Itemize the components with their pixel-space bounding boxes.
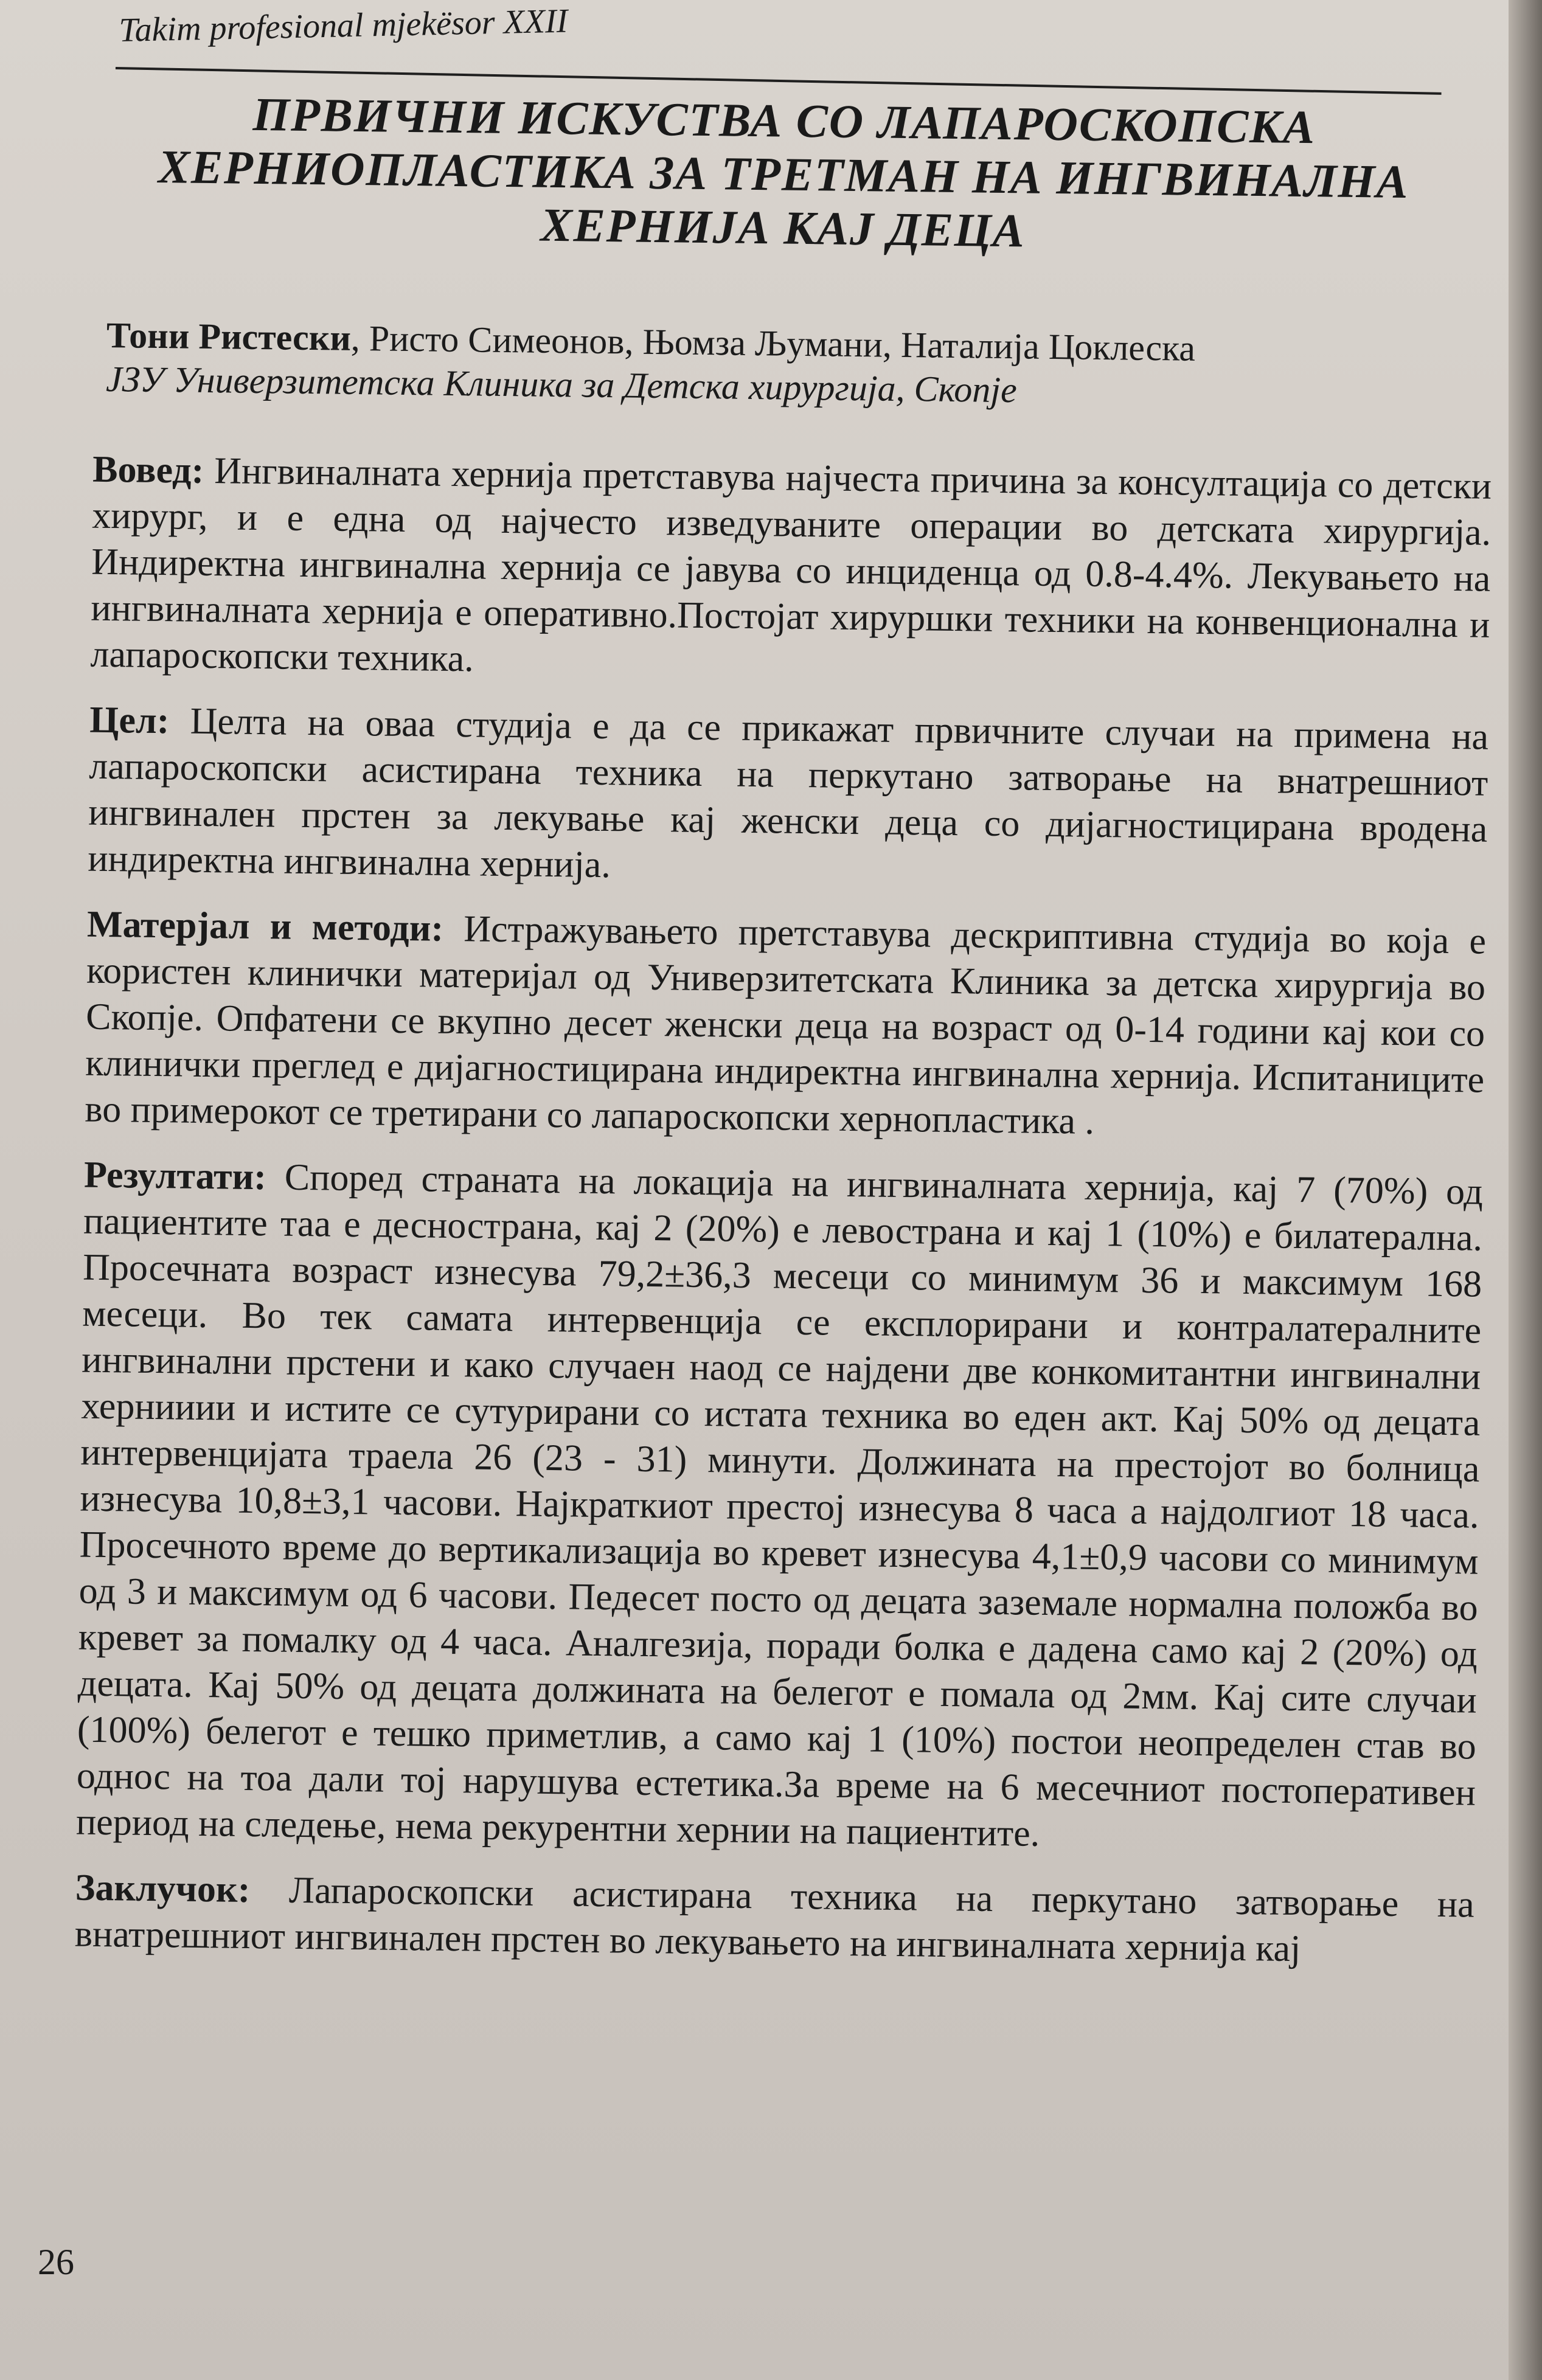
section-results-label: Резултати: (83, 1154, 267, 1198)
section-conclusion (74, 1865, 1474, 1974)
co-authors: , Ристо Симеонов, Њомза Љумани, Наталија Цоклеска (350, 317, 1196, 369)
article-body (38, 85, 1509, 1994)
article-title (59, 85, 1509, 263)
section-aim-text: Целта на оваа студија е да се прикажат првичните случаи на примена на лапароскопски асистирана техника на перкутано затворање на внатрешниот ингвинален прстен за лекување кај женски деца со дијагностицирана вродена индиректна ингвинална хернија. (88, 700, 1489, 886)
title-line-2: ХЕРНИОПЛАСТИКА ЗА ТРЕТМАН НА ИНГВИНАЛНА (158, 139, 1409, 209)
section-intro-label: Вовед: (92, 448, 204, 491)
section-aim-label: Цел: (89, 699, 170, 742)
section-conclusion-text: Лапароскопски асистирана техника на перкутано затворање на внатрешниот ингвинален прстен во лекувањето на ингвиналната хернија кај (74, 1869, 1475, 1970)
section-conclusion-label: Заклучок: (75, 1867, 251, 1911)
title-line-1: ПРВИЧНИ ИСКУСТВА СО ЛАПАРОСКОПСКА (252, 87, 1316, 154)
section-aim (88, 697, 1489, 899)
lead-author: Тони Ристески (106, 314, 352, 358)
section-intro (90, 446, 1492, 695)
section-results (76, 1152, 1484, 1862)
section-methods-label: Матерјал и методи: (86, 903, 444, 949)
page-edge-shadow (1509, 0, 1542, 2380)
institution: ЈЗУ Универзитетска Клиника за Детска хирургија, Скопје (105, 358, 1018, 411)
title-line-3: ХЕРНИЈА КАЈ ДЕЦА (540, 198, 1026, 257)
page-number: 26 (38, 2242, 74, 2282)
section-results-text: Според страната на локација на ингвиналната хернија, кај 7 (70%) од пациентите таа е деснострана, кај 2 (20%) е левострана и кај 1 (10%) е билатерална. Просечната возраст изнесува 79,2±36,3 месеци со минимум 36 и максимум 168 месеци. Во тек самата интервенција се експлорирани и контралатералните ингвинални прстени и како случаен наод се најдени две конкомитантни ингвинални хернииии и истите се сутурирани со истата техника во еден акт. Кај 50% од децата интервенцијата траела 26 (23 - 31) минути. Должината на престојот во болница изнесува 10,8±3,1 часови. Најкраткиот престој изнесува 8 часа а најдолгиот 18 часа. Просечното време до вертикализација во кревет изнесува 4,1±0,9 часови со минимум од 3 и максимум од 6 часови. Педесет посто од децата заземале нормална положба во кревет за помалку од 4 часа. Аналгезија, поради болка е дадена само кај 2 (20%) од децата. Кај 50% од децата должината на белегот е помала од 2мм. Кај сите случаи (100%) белегот е тешко приметлив, а само кај 1 (10%) постои неопределен став во однос на тоа дали тој нарушува естетика.За време на 6 месечниот постоперативен период на следење, нема рекурентни хернии на пациентите. (75, 1156, 1484, 1854)
author-block (106, 313, 1506, 418)
section-methods (85, 901, 1486, 1150)
running-head: Takim profesional mjekësor XXII (119, 2, 568, 49)
section-intro-text: Ингвиналната хернија претставува најчеста причина за консултација со детски хирург, и е една од најчесто изведуваните операции во детската хирургија. Индиректна ингвинална хернија се јавува со инциденца од 0.8-4.4%. Лекувањето на ингвиналната хернија е оперативно.Постојат хируршки техники на конвенционална и лапароскопски техника. (90, 449, 1492, 680)
section-methods-text: Истражувањето претставува дескриптивна студија во која е користен клинички материјал од Универзитетската Клиника за детска хирургија во Скопје. Опфатени се вкупно десет женски деца на возраст од 0-14 години кај кои со клинички преглед е дијагностицирана индиректна ингвинална хернија. Испитаниците во примерокот се третирани со лапароскопски хернопластика . (85, 907, 1487, 1142)
